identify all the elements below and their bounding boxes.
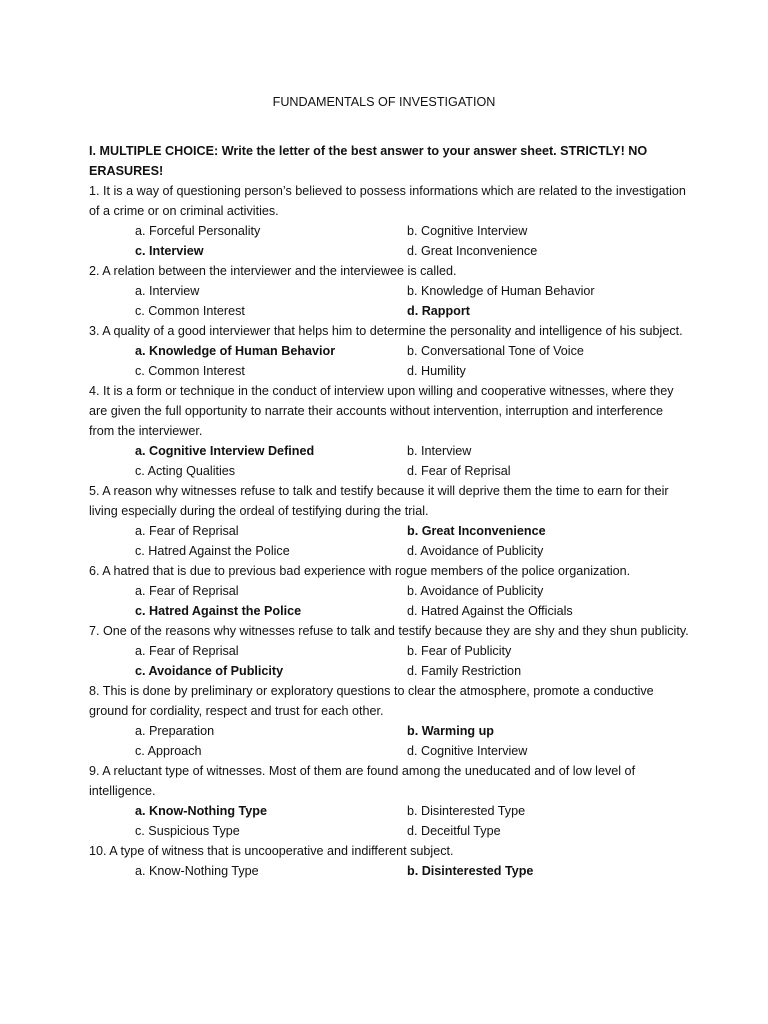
question-text: 7. One of the reasons why witnesses refuse to talk and testify because they are shy and they shun publicity. [89,624,689,638]
answer-choice: d. Deceitful Type [407,824,501,838]
answer-choice: d. Family Restriction [407,664,522,678]
question-block [89,621,689,681]
question-block [89,841,689,881]
question-text: 1. It is a way of questioning person’s believed to possess informations which are related to the investigation of a crime or on criminal activities. [89,184,686,218]
question-block [89,681,689,761]
instruction-text: I. MULTIPLE CHOICE: Write the letter of the best answer to your answer sheet. STRICTLY! NO ERASURES! [89,144,648,178]
answer-choice: c. Common Interest [135,304,245,318]
answer-choice: a. Knowledge of Human Behavior [135,344,336,358]
question-block [89,381,689,481]
question-text: 4. It is a form or technique in the conduct of interview upon willing and cooperative witnesses, where they are given the full opportunity to narrate their accounts without intervention, interruption and interference from the interviewer. [89,384,674,438]
question-block [89,181,689,261]
choice-list [89,801,689,841]
choice-list [89,341,689,381]
answer-choice: c. Acting Qualities [135,464,236,478]
answer-choice: c. Approach [135,744,202,758]
choice-list [89,221,689,261]
document-title: FUNDAMENTALS OF INVESTIGATION [272,95,496,109]
answer-choice: a. Preparation [135,724,215,738]
question-block [89,481,689,561]
answer-choice: d. Humility [407,364,466,378]
answer-choice: d. Great Inconvenience [407,244,538,258]
question-text: 2. A relation between the interviewer and the interviewee is called. [89,264,457,278]
answer-choice: c. Common Interest [135,364,245,378]
question-text: 10. A type of witness that is uncooperative and indifferent subject. [89,844,454,858]
answer-choice: b. Warming up [407,724,494,738]
choice-list [89,721,689,761]
answer-choice: a. Fear of Reprisal [135,524,239,538]
answer-choice: b. Fear of Publicity [407,644,512,658]
question-block [89,761,689,841]
answer-choice: c. Avoidance of Publicity [135,664,284,678]
answer-choice: b. Great Inconvenience [407,524,546,538]
answer-choice: b. Conversational Tone of Voice [407,344,584,358]
answer-choice: b. Disinterested Type [407,864,534,878]
answer-choice: a. Forceful Personality [135,224,261,238]
answer-choice: a. Know-Nothing Type [135,864,259,878]
question-text: 5. A reason why witnesses refuse to talk and testify because it will deprive them the time to earn for their living especially during the ordeal of testifying during the trial. [89,484,669,518]
choice-list [89,521,689,561]
answer-choice: a. Fear of Reprisal [135,644,239,658]
answer-choice: a. Cognitive Interview Defined [135,444,315,458]
answer-choice: b. Interview [407,444,472,458]
answer-choice: d. Fear of Reprisal [407,464,511,478]
answer-choice: d. Avoidance of Publicity [407,544,544,558]
answer-choice: c. Suspicious Type [135,824,240,838]
answer-choice: c. Hatred Against the Police [135,604,302,618]
answer-choice: d. Rapport [407,304,470,318]
answer-choice: b. Disinterested Type [407,804,526,818]
choice-list [89,281,689,321]
answer-choice: b. Cognitive Interview [407,224,528,238]
answer-choice: c. Interview [135,244,204,258]
document-page [89,92,689,881]
question-block [89,261,689,321]
choice-list [89,581,689,621]
question-list [89,181,689,881]
question-text: 6. A hatred that is due to previous bad experience with rogue members of the police organization. [89,564,631,578]
answer-choice: b. Knowledge of Human Behavior [407,284,595,298]
question-block [89,321,689,381]
choice-list [89,441,689,481]
answer-choice: a. Know-Nothing Type [135,804,267,818]
answer-choice: a. Fear of Reprisal [135,584,239,598]
choice-list [89,641,689,681]
answer-choice: c. Hatred Against the Police [135,544,290,558]
choice-list [89,861,689,881]
question-block [89,561,689,621]
question-text: 3. A quality of a good interviewer that helps him to determine the personality and intelligence of his subject. [89,324,683,338]
answer-choice: d. Cognitive Interview [407,744,528,758]
answer-choice: a. Interview [135,284,200,298]
answer-choice: d. Hatred Against the Officials [407,604,573,618]
answer-choice: b. Avoidance of Publicity [407,584,544,598]
question-text: 9. A reluctant type of witnesses. Most of them are found among the uneducated and of low level of intelligence. [89,764,636,798]
question-text: 8. This is done by preliminary or exploratory questions to clear the atmosphere, promote a conductive ground for cordiality, respect and trust for each other. [89,684,654,718]
